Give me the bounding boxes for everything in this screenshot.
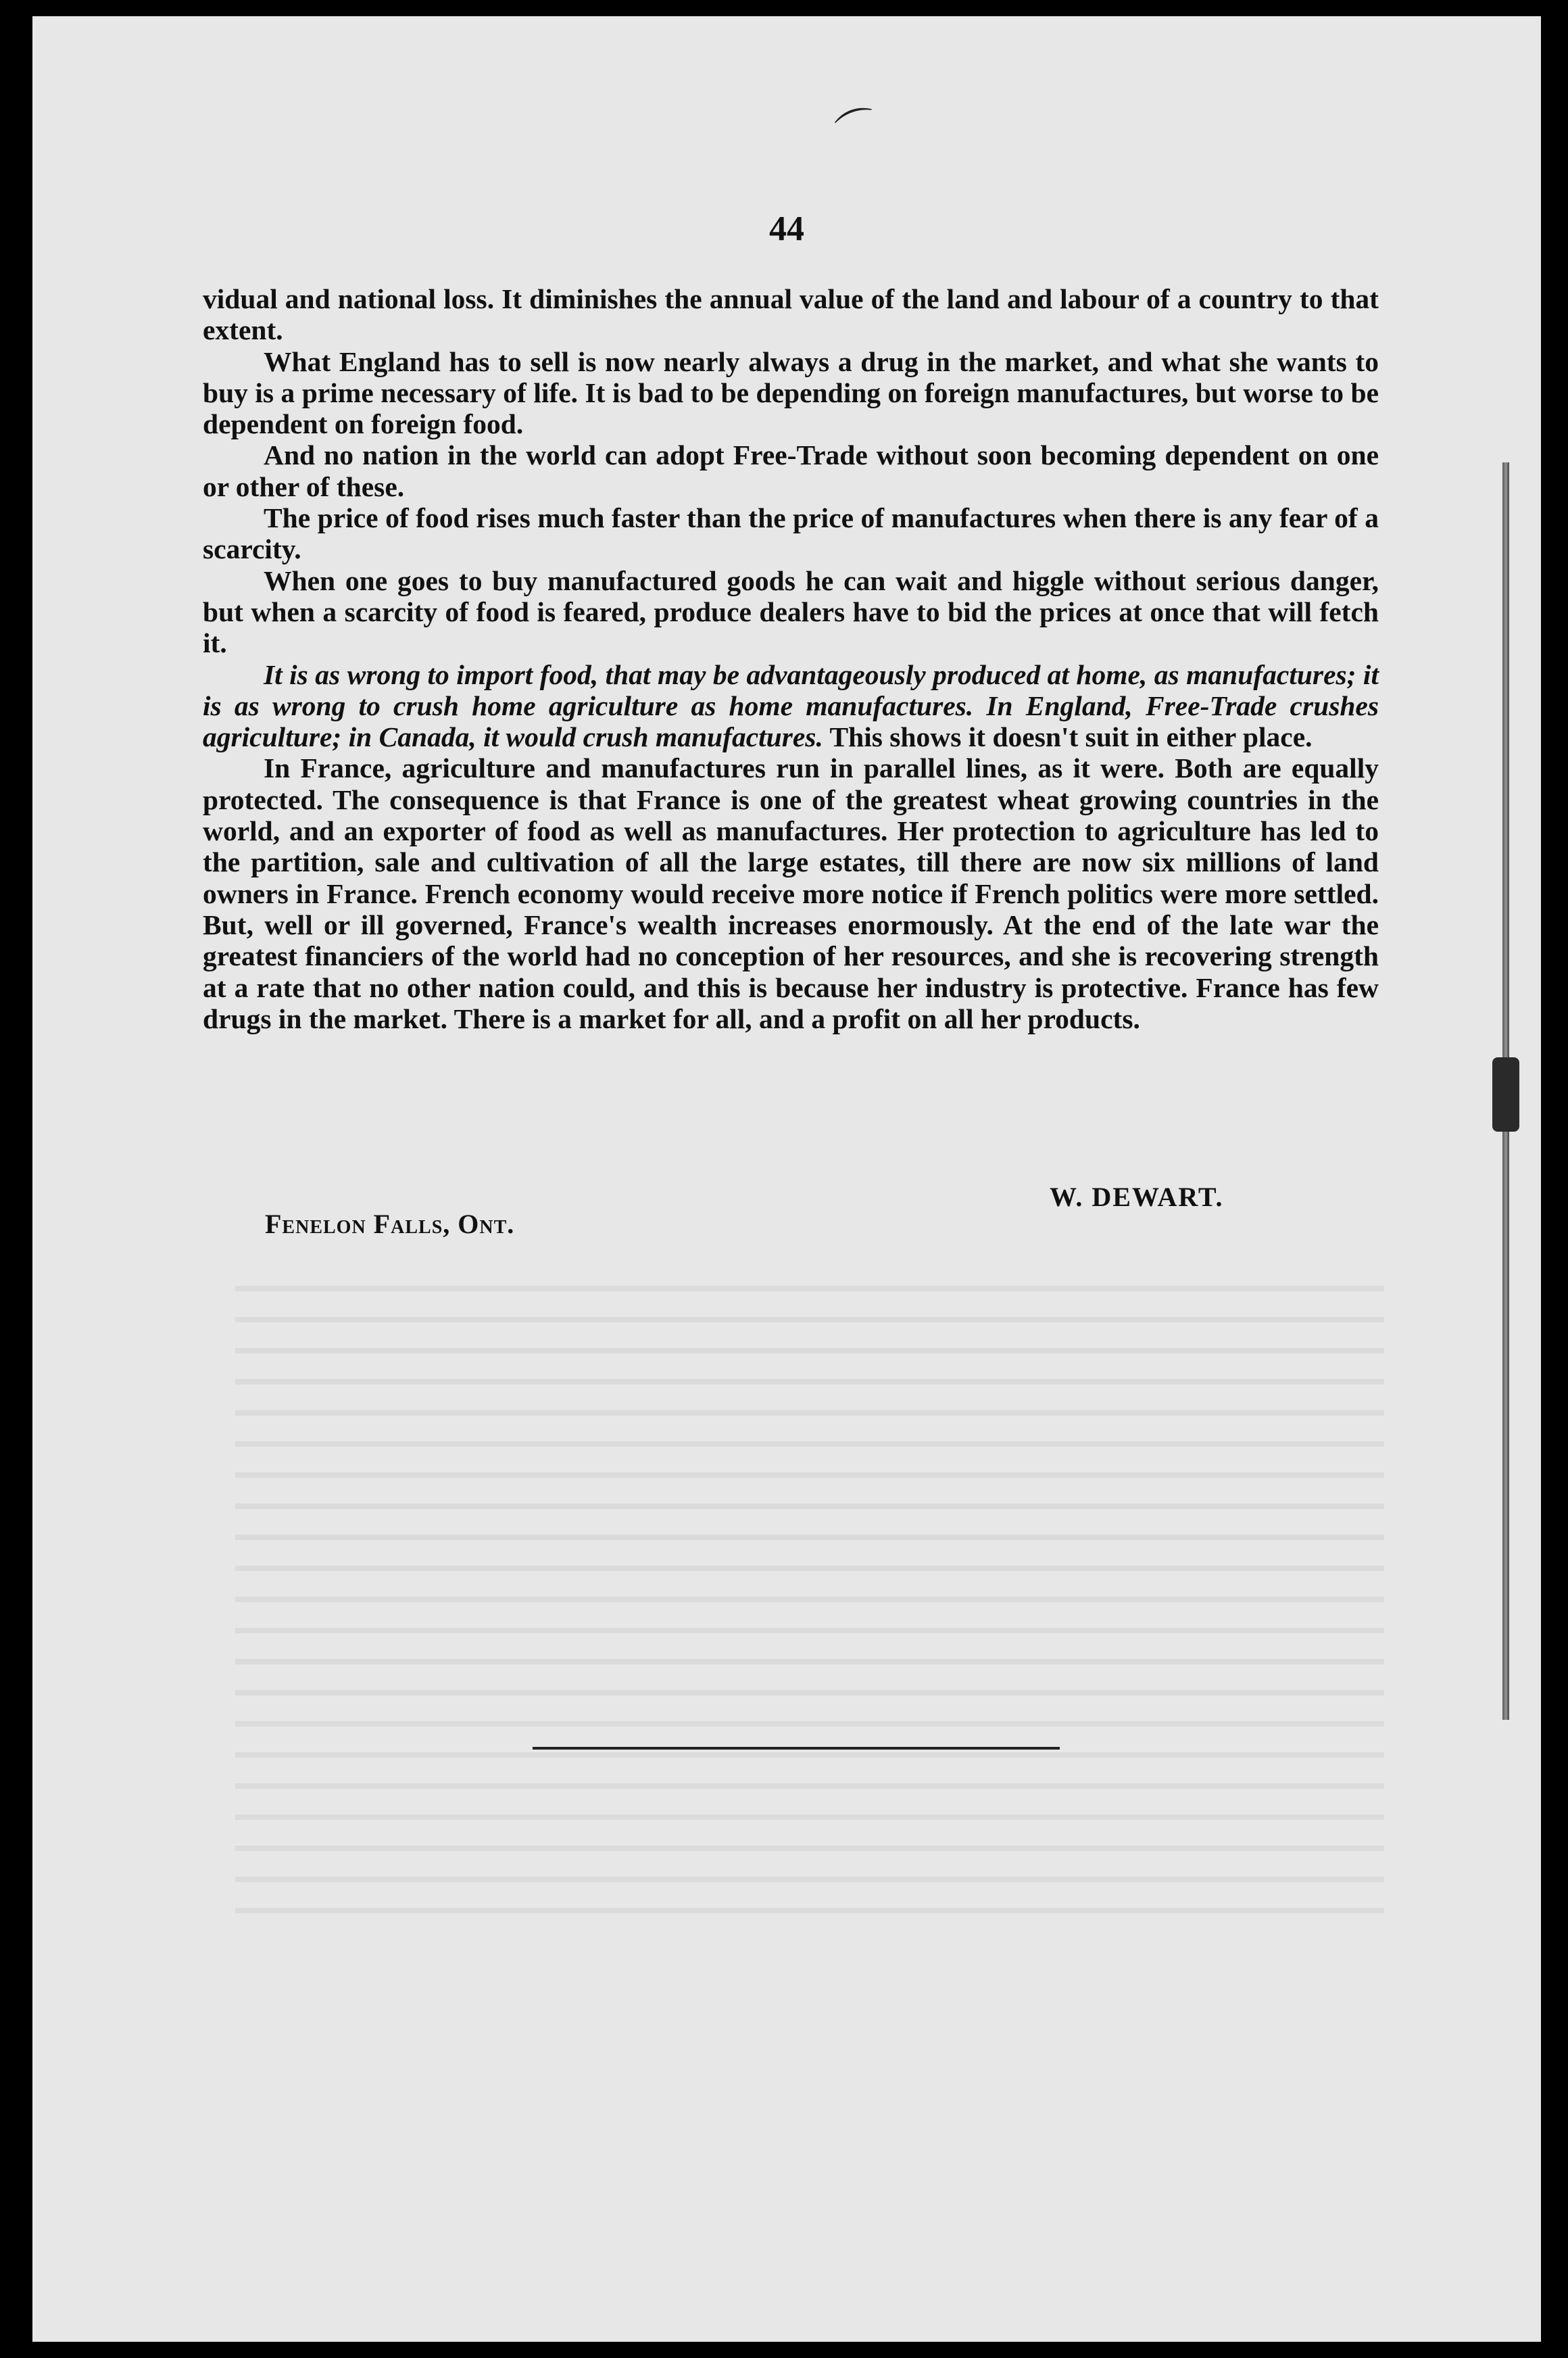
body-text [203,283,1379,1034]
paragraph-6 [203,659,1379,753]
paragraph-6-roman: This shows it doesn't suit in either place. [823,721,1313,753]
paragraph-4: The price of food rises much faster than the price of manufactures when there is any fear of a scarcity. [203,502,1379,565]
pen-mark: ⌒ [831,100,885,159]
page-number: 44 [769,210,804,248]
horizontal-rule [533,1747,1060,1750]
paragraph-6-italic: It is as wrong to import food, that may be advantageously produced at home, as manufactures; it is as wrong to crush home agriculture as home manufactures. In England, Free-Trade crushes agriculture; in Canada, it would crush manufactures. [203,658,1379,753]
author-signature: W. DEWART. [1050,1182,1224,1212]
binding-clip [1492,1057,1519,1132]
paragraph-7: In France, agriculture and manufactures run in parallel lines, as it were. Both are equally protected. The consequence is that France is one of the greatest wheat growing countries in the world, and an exporter of food as well as manufactures. Her protection to agriculture has led to the partition, sale and cultivation of all the large estates, till there are now six millions of land owners in France. French economy would receive more notice if French politics were more settled. But, well or ill governed, France's wealth increases enormously. At the end of the late war the greatest financiers of the world had no conception of her resources, and she is recovering strength at a rate that no other nation could, and this is because her industry is protective. France has few drugs in the market. There is a market for all, and a profit on all her products. [203,752,1379,1034]
paragraph-1: vidual and national loss. It diminishes the annual value of the land and labour of a country to that extent. [203,283,1379,346]
place-of-writing: Fenelon Falls, Ont. [265,1209,515,1239]
bleed-through-text [235,1260,1384,1936]
paragraph-3: And no nation in the world can adopt Free-Trade without soon becoming dependent on one or other of these. [203,439,1379,502]
document-page [32,16,1541,2342]
paragraph-5: When one goes to buy manufactured goods he can wait and higgle without serious danger, but when a scarcity of food is feared, produce dealers have to bid the prices at once that will fetch it. [203,564,1379,659]
paragraph-2: What England has to sell is now nearly always a drug in the market, and what she wants to buy is a prime necessary of life. It is bad to be depending on foreign manufactures, but worse to be dependent on foreign food. [203,345,1379,440]
